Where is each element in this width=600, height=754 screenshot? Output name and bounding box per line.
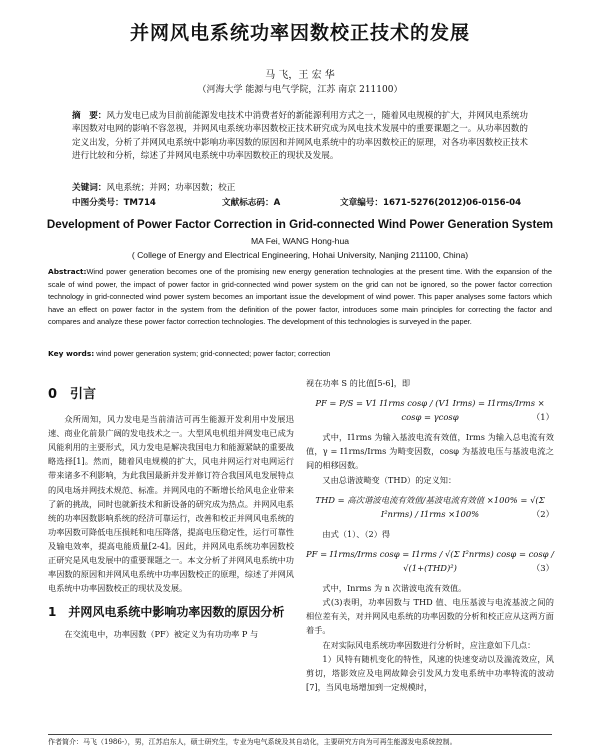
left-column bbox=[48, 384, 294, 641]
right-column bbox=[306, 376, 554, 694]
equation-3 bbox=[306, 547, 554, 575]
english-title: Development of Power Factor Correction in Grid-connected Wind Power Generation System bbox=[46, 218, 554, 231]
right-paragraph-3: 由式（1）、（2）得 bbox=[322, 528, 391, 539]
chinese-affiliation: （河海大学 能源与电气学院，江苏 南京 211100） bbox=[197, 85, 403, 95]
section-0-paragraph: 众所周知，风力发电是当前清洁可再生能源开发利用中发展迅速、商业化前景广阔的发电技术之一。大型风电机组并网发电已成为风能利用的主要形式，风力发电是解决我国电力和能源紧缺的重要战略选择[1]。然而，随着风电规模的扩大，风电并网运行对电网运行带来诸多不利影响，为此我国最新并发并修订符合我国风电发展特点的风电场并网技术规范、标准。并网风电的不断增长给风电企业带来了新的挑战，同时也就新技术和新设备的研究成为热点。并网风电系统的功率因数影响系统的经济可靠运行，改善和校正并网风电系统的功率因数可降低电压损耗和电压降落，提高电压稳定性，运行可靠性及输电效率，提高电能质量[2-4]。因此，并网风电系统功率因数校正研究是风电发展中的重要课题之一。本文分析了并网风电系统中功率因数的原因和并网风电系统中功率因数校正的原理，综述了并网风电系统中功率因数校正的现状及发展。 bbox=[48, 414, 294, 594]
right-paragraph-2: 又由总谐波畸变（THD）的定义知： bbox=[322, 474, 457, 485]
classification-line bbox=[72, 196, 528, 208]
author-footnote: 作者简介：马飞（1986-），男，江苏启东人，硕士研究生，专业为电气系统及其自动化，主要研究方向为可再生能源发电系统控制。 bbox=[48, 738, 457, 746]
chinese-title: 并网风电系统功率因数校正技术的发展 bbox=[129, 22, 470, 44]
english-abstract-label: Abstract: bbox=[48, 267, 87, 276]
chinese-keywords-label: 关键词： bbox=[72, 183, 107, 193]
chinese-abstract bbox=[72, 110, 528, 164]
chinese-keywords bbox=[72, 181, 528, 193]
chinese-authors: 马 飞，王 宏 华 bbox=[265, 70, 335, 81]
english-authors: MA Fei, WANG Hong-hua bbox=[250, 236, 350, 246]
english-abstract bbox=[48, 266, 552, 329]
article-number: 文章编号：1671-5276(2012)06-0156-04 bbox=[340, 198, 522, 208]
chinese-abstract-label: 摘 要： bbox=[72, 111, 107, 121]
section-0-heading: 0 引言 bbox=[48, 387, 97, 402]
right-paragraph-1: 式中，I1rms 为输入基波电流有效值，Irms 为输入总电流有效值，γ = I1rms/Irms 为畸变因数，cosφ 为基波电压与基波电流之间的相移因数。 bbox=[306, 432, 554, 471]
equation-1-body: PF = P/S = V1 I1rms cosφ / (V1 Irms) = I1rms/Irms × cosφ = γcosφ bbox=[315, 398, 545, 423]
english-keywords-text: wind power generation system; grid-connected; power factor; correction bbox=[96, 349, 331, 358]
equation-2-number: （2） bbox=[531, 508, 554, 519]
right-paragraph-5: 式(3)表明，功率因数与 THD 值、电压基波与电流基波之间的相位差有关，对并网风电系统的功率因数的分析和校正应从这两方面着手。 bbox=[306, 597, 554, 636]
footer-divider bbox=[48, 734, 552, 735]
english-keywords bbox=[48, 349, 552, 358]
equation-3-number: （3） bbox=[531, 563, 554, 574]
english-abstract-text: Wind power generation becomes one of the promising new energy generation technologies at the present time. With the expansion of the scale of wind power, the impact of power factor in grid-connected wind power system on the grid can not be ignored, so the power factor correction technology in grid-connected wind power system becomes an important issue the development of wind power. This paper analyses some factors which have an effect on power factor in the system from the definition of the power factor, introduces some main principles for correcting the factor and compares and analyze these power factor correction technologies. The development of this technologies is surveyed in the paper. bbox=[48, 267, 552, 327]
right-paragraph-6: 在对实际风电系统功率因数进行分析时，应注意如下几点： bbox=[322, 639, 536, 650]
equation-1-number: （1） bbox=[531, 412, 554, 423]
chinese-abstract-text: 风力发电已成为目前前能源发电技术中消费者好的新能源利用方式之一，随着风电规模的扩大，并网风电系统功率因数对电网的影响不容忽视，并网风电系统功率因数校正技术研究成为风电技术发展中的重要课题之一。从功率因数的定义出发，分析了并网风电系统中影响功率因数的原因和并网风电系统中的功率因数校正的原理，对各功率因数校正技术进行比较和分析，综述了并网风电系统中功率因数校正的现状及发展。 bbox=[72, 111, 528, 162]
english-keywords-label: Key words: bbox=[48, 349, 95, 358]
equation-1 bbox=[306, 396, 554, 424]
chinese-keywords-text: 风电系统；并网；功率因数；校正 bbox=[106, 183, 236, 193]
right-paragraph-7: 1）风特有随机变化的特性，风速的快速变动以及湍流效应，风剪切，塔影效应及电网故障会引发风力发电系统中功率特流的波动[7]，当风电场增加到一定规模时， bbox=[306, 653, 554, 692]
equation-2-body: THD = 高次谐波电流有效值/基波电流有效值 ×100% = √(Σ I²nrms) / I1rms ×100% bbox=[315, 494, 545, 519]
class-number: 中图分类号：TM714 bbox=[72, 198, 156, 208]
english-affiliation: ( College of Energy and Electrical Engineering, Hohai University, Nanjing 211100, China) bbox=[131, 250, 469, 260]
section-1-heading: 1 并网风电系统中影响功率因数的原因分析 bbox=[48, 605, 285, 620]
document-code: 文献标志码：A bbox=[222, 198, 281, 208]
equation-3-body: PF = I1rms/Irms cosφ = I1rms / √(Σ I²nrms) cosφ = cosφ / √(1+(THD)²) bbox=[306, 548, 554, 574]
equation-2 bbox=[306, 493, 554, 521]
right-paragraph-4: 式中，Inrms 为 n 次谐波电流有效值。 bbox=[322, 583, 467, 594]
section-1-paragraph: 在交流电中，功率因数（PF）被定义为有功功率 P 与 bbox=[64, 629, 259, 640]
right-intro-text: 视在功率 S 的比值[5-6]，即 bbox=[306, 378, 411, 388]
